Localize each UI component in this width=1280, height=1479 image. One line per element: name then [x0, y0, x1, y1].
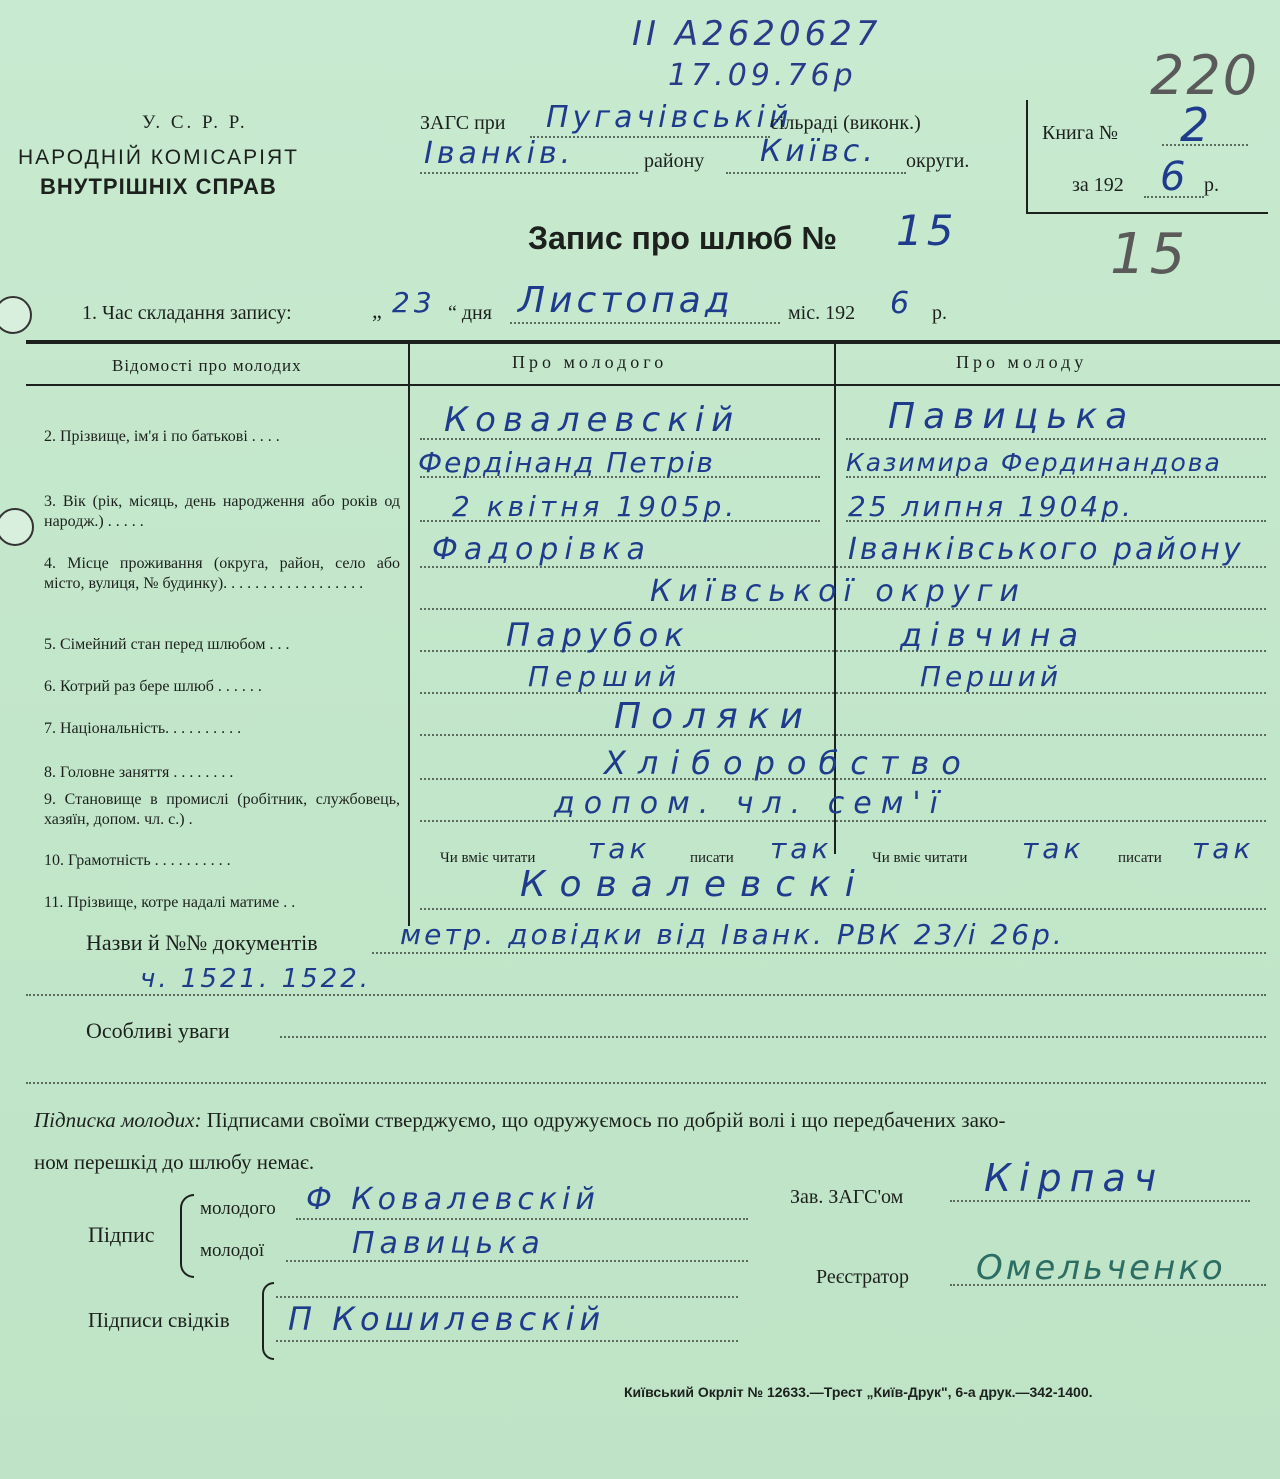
archive-folio: 220: [1150, 44, 1260, 107]
occupation-value: Хліборобство: [604, 744, 973, 782]
groom-marital-status: Парубок: [506, 616, 690, 654]
table-top-rule: [26, 340, 1280, 344]
col-header-bride: Про молоду: [956, 352, 1088, 372]
remarks-line-2: [26, 1082, 1266, 1084]
signature-label: Підпис: [88, 1222, 155, 1247]
statement-text-2: ном перешкід до шлюбу немає.: [34, 1150, 315, 1174]
future-surname-line: [420, 908, 1266, 910]
bride-literacy-write-label: писати: [1118, 850, 1162, 866]
row-label-name: 2. Прізвище, ім'я і по батькові . . . .: [44, 428, 280, 445]
bride-literacy-read-label: Чи вміє читати: [872, 850, 968, 866]
record-number: 15: [896, 206, 958, 255]
bride-marriage-count: Перший: [920, 660, 1063, 693]
table-col-divider-1: [408, 344, 410, 926]
row-label-marital: 5. Сімейний стан перед шлюбом . . .: [44, 636, 290, 653]
zags-suffix-1: сільраді (виконк.): [770, 112, 921, 134]
binder-hole-top: [0, 296, 32, 334]
zags-okrug-line: [726, 172, 906, 174]
compile-r-label: р.: [932, 302, 947, 324]
page-title: Запис про шлюб №: [528, 220, 838, 256]
bride-surname: Павицька: [888, 396, 1136, 437]
documents-value-2: ч. 1521. 1522.: [140, 964, 372, 994]
groom-literacy-write: так: [770, 832, 833, 865]
position-value: допом. чл. сем'ї: [554, 786, 947, 821]
statement-text-1: Підписами своїми стверджуємо, що одружуємось по добрій волі і що передбачених зако-: [206, 1108, 1006, 1132]
groom-signature-line: [296, 1218, 748, 1220]
zags-district-label: району: [644, 150, 705, 172]
row-label-residence: 4. Місце проживання (округа, район, село або місто, вулиця, № будинку). . . . . . . . . . . . . . . . . .: [44, 555, 400, 592]
row-label-nationality: 7. Національність. . . . . . . . . .: [44, 720, 242, 737]
head-signature-line: [950, 1200, 1250, 1202]
groom-surname: Ковалевскій: [444, 400, 741, 440]
documents-label: Назви й №№ документів: [86, 930, 318, 955]
remarks-label: Особливі уваги: [86, 1018, 230, 1043]
documents-value-1: метр. довідки від Іванк. РВК 23/і 26р.: [400, 918, 1065, 951]
footer-imprint: Київський Окрліт № 12633.—Трест „Київ-Друк", 6-а друк.—342-1400.: [624, 1384, 1093, 1400]
book-number: 2: [1180, 98, 1214, 152]
compile-day: 23: [392, 286, 436, 319]
witness-brace: [262, 1282, 274, 1360]
archive-date: 17.09.76р: [668, 58, 857, 93]
bride-literacy-read: так: [1022, 832, 1085, 865]
witness-line-2: [276, 1340, 738, 1342]
compile-month-line: [510, 322, 780, 324]
table-header-rule: [26, 384, 1280, 386]
bride-name: Казимира Фердинандова: [846, 448, 1222, 477]
row-label-future-surname: 11. Прізвище, котре надалі матиме . .: [44, 894, 296, 911]
groom-name: Фердінанд Петрів: [418, 446, 715, 479]
row-label-times: 6. Котрий раз бере шлюб . . . . . .: [44, 678, 262, 695]
head-label: Зав. ЗАГС'ом: [790, 1186, 904, 1208]
compile-mis-label: міс. 192: [788, 302, 856, 324]
groom-marriage-count: Перший: [528, 660, 683, 693]
compile-month: Листопад: [518, 280, 734, 321]
compile-time-quote-close: “ дня: [448, 302, 492, 324]
witness-signature: П Кошилевскій: [288, 1300, 606, 1338]
header-ussr: У. С. Р. Р.: [142, 112, 248, 133]
row-label-age: 3. Вік (рік, місяць, день народження або років од народж.) . . . . .: [44, 493, 400, 530]
binder-hole-bottom: [0, 508, 34, 546]
remarks-line-1: [280, 1036, 1266, 1038]
zags-suffix-2: округи.: [906, 150, 970, 172]
nationality-value: Поляки: [614, 696, 813, 737]
archive-folio-2: 15: [1110, 222, 1190, 287]
archive-code: II А2620627: [632, 14, 882, 54]
zags-village: Пугачівській: [546, 100, 793, 135]
bride-signature-label: молодої: [200, 1240, 265, 1261]
head-signature: Кірпач: [984, 1156, 1165, 1200]
statement-line-1: [34, 1108, 1006, 1133]
row-label-occupation: 8. Головне заняття . . . . . . . .: [44, 764, 234, 781]
compile-time-label: 1. Час складання запису:: [82, 302, 292, 324]
book-year-prefix: за 192: [1072, 174, 1124, 196]
documents-line-1: [372, 952, 1266, 954]
zags-prefix: ЗАГС при: [420, 112, 506, 134]
row-label-literacy: 10. Грамотність . . . . . . . . . .: [44, 852, 231, 869]
zags-okrug: Київс.: [760, 134, 877, 169]
nationality-line: [420, 734, 1266, 736]
compile-time-quote-open: „: [372, 298, 382, 323]
statement-italic: Підписка молодих:: [34, 1108, 202, 1132]
residence-okrug: Київської округи: [650, 574, 1026, 609]
col-header-groom: Про молодого: [512, 352, 668, 372]
documents-line-2: [26, 994, 1266, 996]
header-commissariat: НАРОДНІЙ КОМІСАРІЯТ: [18, 146, 299, 169]
zags-district: Іванків.: [424, 136, 575, 171]
header-ministry: ВНУТРІШНІХ СПРАВ: [40, 174, 277, 199]
registrar-signature: Омельченко: [976, 1248, 1226, 1288]
row-label-position: 9. Становище в промислі (робітник, службовець, хазяїн, допом. чл. с.) .: [44, 791, 400, 828]
residence-village: Фадорівка: [432, 532, 651, 567]
groom-literacy-read: так: [588, 832, 651, 865]
book-year-suffix: р.: [1204, 174, 1219, 196]
bride-name-line-1: [846, 438, 1266, 440]
registrar-label: Реєстратор: [816, 1266, 910, 1288]
bride-marital-status: дівчина: [900, 616, 1087, 654]
book-box: [1026, 100, 1268, 214]
book-label: Книга №: [1042, 122, 1118, 144]
groom-birth: 2 квітня 1905р.: [452, 490, 739, 523]
book-year-digit: 6: [1160, 154, 1190, 200]
witness-line-1: [276, 1296, 738, 1298]
signature-brace: [180, 1194, 194, 1278]
compile-year-digit: 6: [890, 286, 914, 321]
zags-district-line: [420, 172, 638, 174]
bride-signature: Павицька: [352, 1226, 545, 1261]
groom-signature-label: молодого: [200, 1198, 276, 1219]
groom-literacy-write-label: писати: [690, 850, 734, 866]
witness-label: Підписи свідків: [88, 1308, 230, 1332]
groom-signature: Ф Ковалевскій: [306, 1182, 600, 1217]
bride-birth: 25 липня 1904р.: [848, 490, 1134, 523]
future-surname-value: Ковалевскі: [520, 864, 869, 905]
groom-literacy-read-label: Чи вміє читати: [440, 850, 536, 866]
residence-district: Іванківського району: [848, 532, 1244, 567]
col-header-info: Відомості про молодих: [112, 356, 302, 375]
bride-literacy-write: так: [1192, 832, 1255, 865]
